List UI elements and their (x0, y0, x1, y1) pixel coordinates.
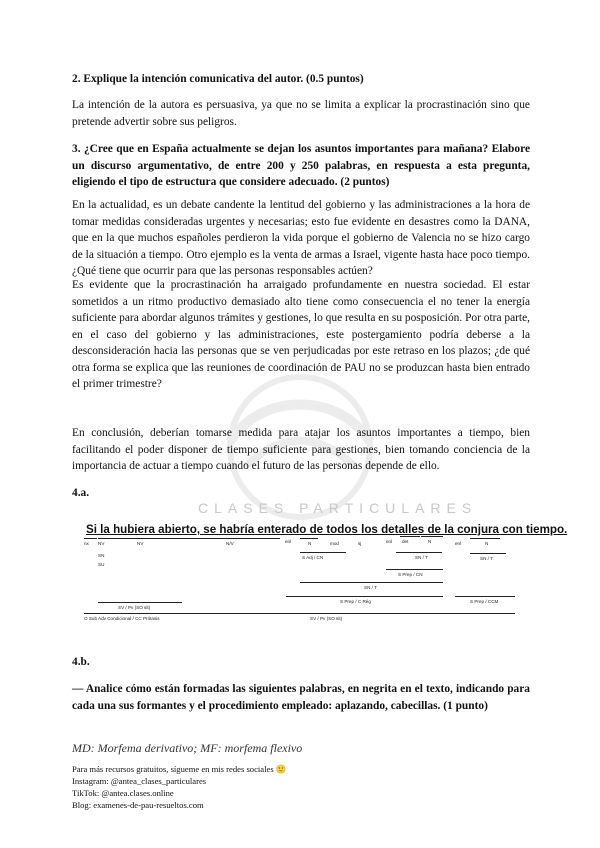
label-sub-adv: O Sub Adv Condicional / CC Prótasis (84, 616, 160, 621)
label-sn-t: SN / T (415, 555, 428, 560)
label-nv-sub: NV (98, 541, 105, 546)
underline-nx (84, 538, 97, 539)
label-enl-3: enl (455, 541, 462, 546)
question-4b-title: — Analice cómo están formadas las siguientes palabras, en negrita en el texto, indicando para cada una sus formantes y el procedimiento empleado: aplazando, cabecillas. (1 punto) (72, 683, 530, 712)
question-2-title: 2. Explique la intención comunicativa del autor. (0.5 puntos) (72, 73, 364, 85)
label-sn: SN (98, 553, 105, 558)
label-enl-2: enl (386, 539, 393, 544)
question-3-title: 3. ¿Cree que en España actualmente se dejan los asuntos importantes para mañana? Elabore un discurso argumentativo, de entre 200 y 250 palabras, en respuesta a esta pregunta, eligiendo el tipo de estructura que considere adecuado. (2 puntos) (72, 143, 530, 188)
question-3-paragraph-3: En conclusión, deberían tomarse medida para atajar los asuntos importantes a tiempo, bien facilitando el poder disponer de tiempo suficiente para gestiones, bien tomando conciencia de la importancia de actuar a tiempo cuando el futuro de las personas depende de ello. (72, 427, 530, 472)
footer-blog: Blog: examenes-de-pau-resueltos.com (72, 800, 204, 810)
bracket-sv-sub (98, 602, 182, 603)
bracket-sub-adv (84, 613, 182, 614)
label-nv-sub-2: NV (137, 541, 144, 546)
watermark-text: CLASES PARTICULARES (198, 500, 478, 516)
bracket-sv-main (182, 613, 515, 614)
bracket-sn-t-1 (396, 552, 442, 553)
footer-instagram: Instagram: @antea_clases_particulares (72, 776, 207, 786)
underline-det (400, 536, 420, 537)
label-sn-t-2: SN / T (364, 585, 377, 590)
label-sprep-creg: S Prep / C Rég (340, 599, 371, 604)
bracket-sprep-creg (286, 596, 443, 597)
label-sv-pv-sub: SV / Pv (SO sit) (118, 605, 151, 610)
underline-nv-sub (98, 538, 182, 539)
label-sprep-cn: S Prep / CN (398, 572, 423, 577)
footer-tiktok: TikTok: @antea.clases.online (72, 788, 174, 798)
analysis-sentence: Si la hubiera abierto, se habría enterado de todos los detalles de la conjura con tiempo. (86, 523, 568, 536)
bracket-sadj-cn (300, 552, 346, 553)
label-sadj-cn: S Adj / CN (302, 555, 324, 560)
question-4a-label: 4.a. (72, 487, 90, 499)
label-det: det (402, 539, 409, 544)
label-n-1: N (308, 541, 312, 546)
question-3-paragraph-1: En la actualidad, es un debate candente la lentitud del gobierno y las administraciones a la hora de tomar medidas consideradas urgentes y necesarias; esto fue evidente en desastres como la DANA, que en la que muchos españoles perdieron la vida porque el gobierno de Valencia no se hizo cargo de la situación a tiempo. Otro ejemplo es la venta de armas a Israel, vigente hasta hace poco tiempo. ¿Qué tiene que ocurrir para que las personas responsables actúen? (72, 199, 530, 277)
bracket-sprep-ccm (455, 596, 515, 597)
label-su: SU (98, 562, 105, 567)
underline-n-2 (421, 536, 443, 537)
label-sv-pv-main: SV / Pv (SO sit) (310, 616, 343, 621)
label-sn-t-3: SN / T (480, 556, 493, 561)
underline-n-3 (470, 538, 500, 539)
underline-nv-main (182, 538, 280, 539)
footer-resources: Para más recursos gratuitos, sígueme en mis redes sociales 🙂 (72, 764, 287, 774)
label-enl-1: enl (285, 539, 292, 544)
morpheme-legend: MD: Morfema derivativo; MF: morfema flexivo (72, 741, 303, 755)
bracket-sn-t-2 (300, 582, 443, 583)
label-n-3: N (485, 541, 489, 546)
label-nv-main: N/V (226, 541, 234, 546)
label-sprep-ccm: S Prep / CCM (470, 599, 499, 604)
bracket-sprep-cn (386, 569, 443, 570)
question-3-paragraph-2: Es evidente que la procrastinación ha arraigado profundamente en nuestra sociedad. El estar sometidos a un ritmo productivo demasiado alto tiene como consecuencia el no tener la energía suficiente para abordar algunos trámites y gestiones, lo que resulta en su posposición. Por otra parte, en el caso del gobierno y las administraciones, este postergamiento podría deberse a la desconsideración hacia las personas que se ven perjudicadas por este retraso en los plazos; ¿de qué otra forma se explica que las reuniones de coordinación de PAU no se produzcan hasta bien entrado el primer trimestre? (72, 279, 530, 390)
label-sj: sj (358, 541, 362, 546)
underline-n-1 (300, 538, 318, 539)
label-mod: mod (330, 541, 339, 546)
bracket-sn-t-3 (470, 553, 506, 554)
question-2-answer: La intención de la autora es persuasiva, ya que no se limita a explicar la procrastinación sino que pretende advertir sobre sus peligros. (72, 99, 530, 128)
label-n-2: N (428, 539, 432, 544)
question-4b-label: 4.b. (72, 656, 90, 668)
label-nx: nx (84, 541, 89, 546)
